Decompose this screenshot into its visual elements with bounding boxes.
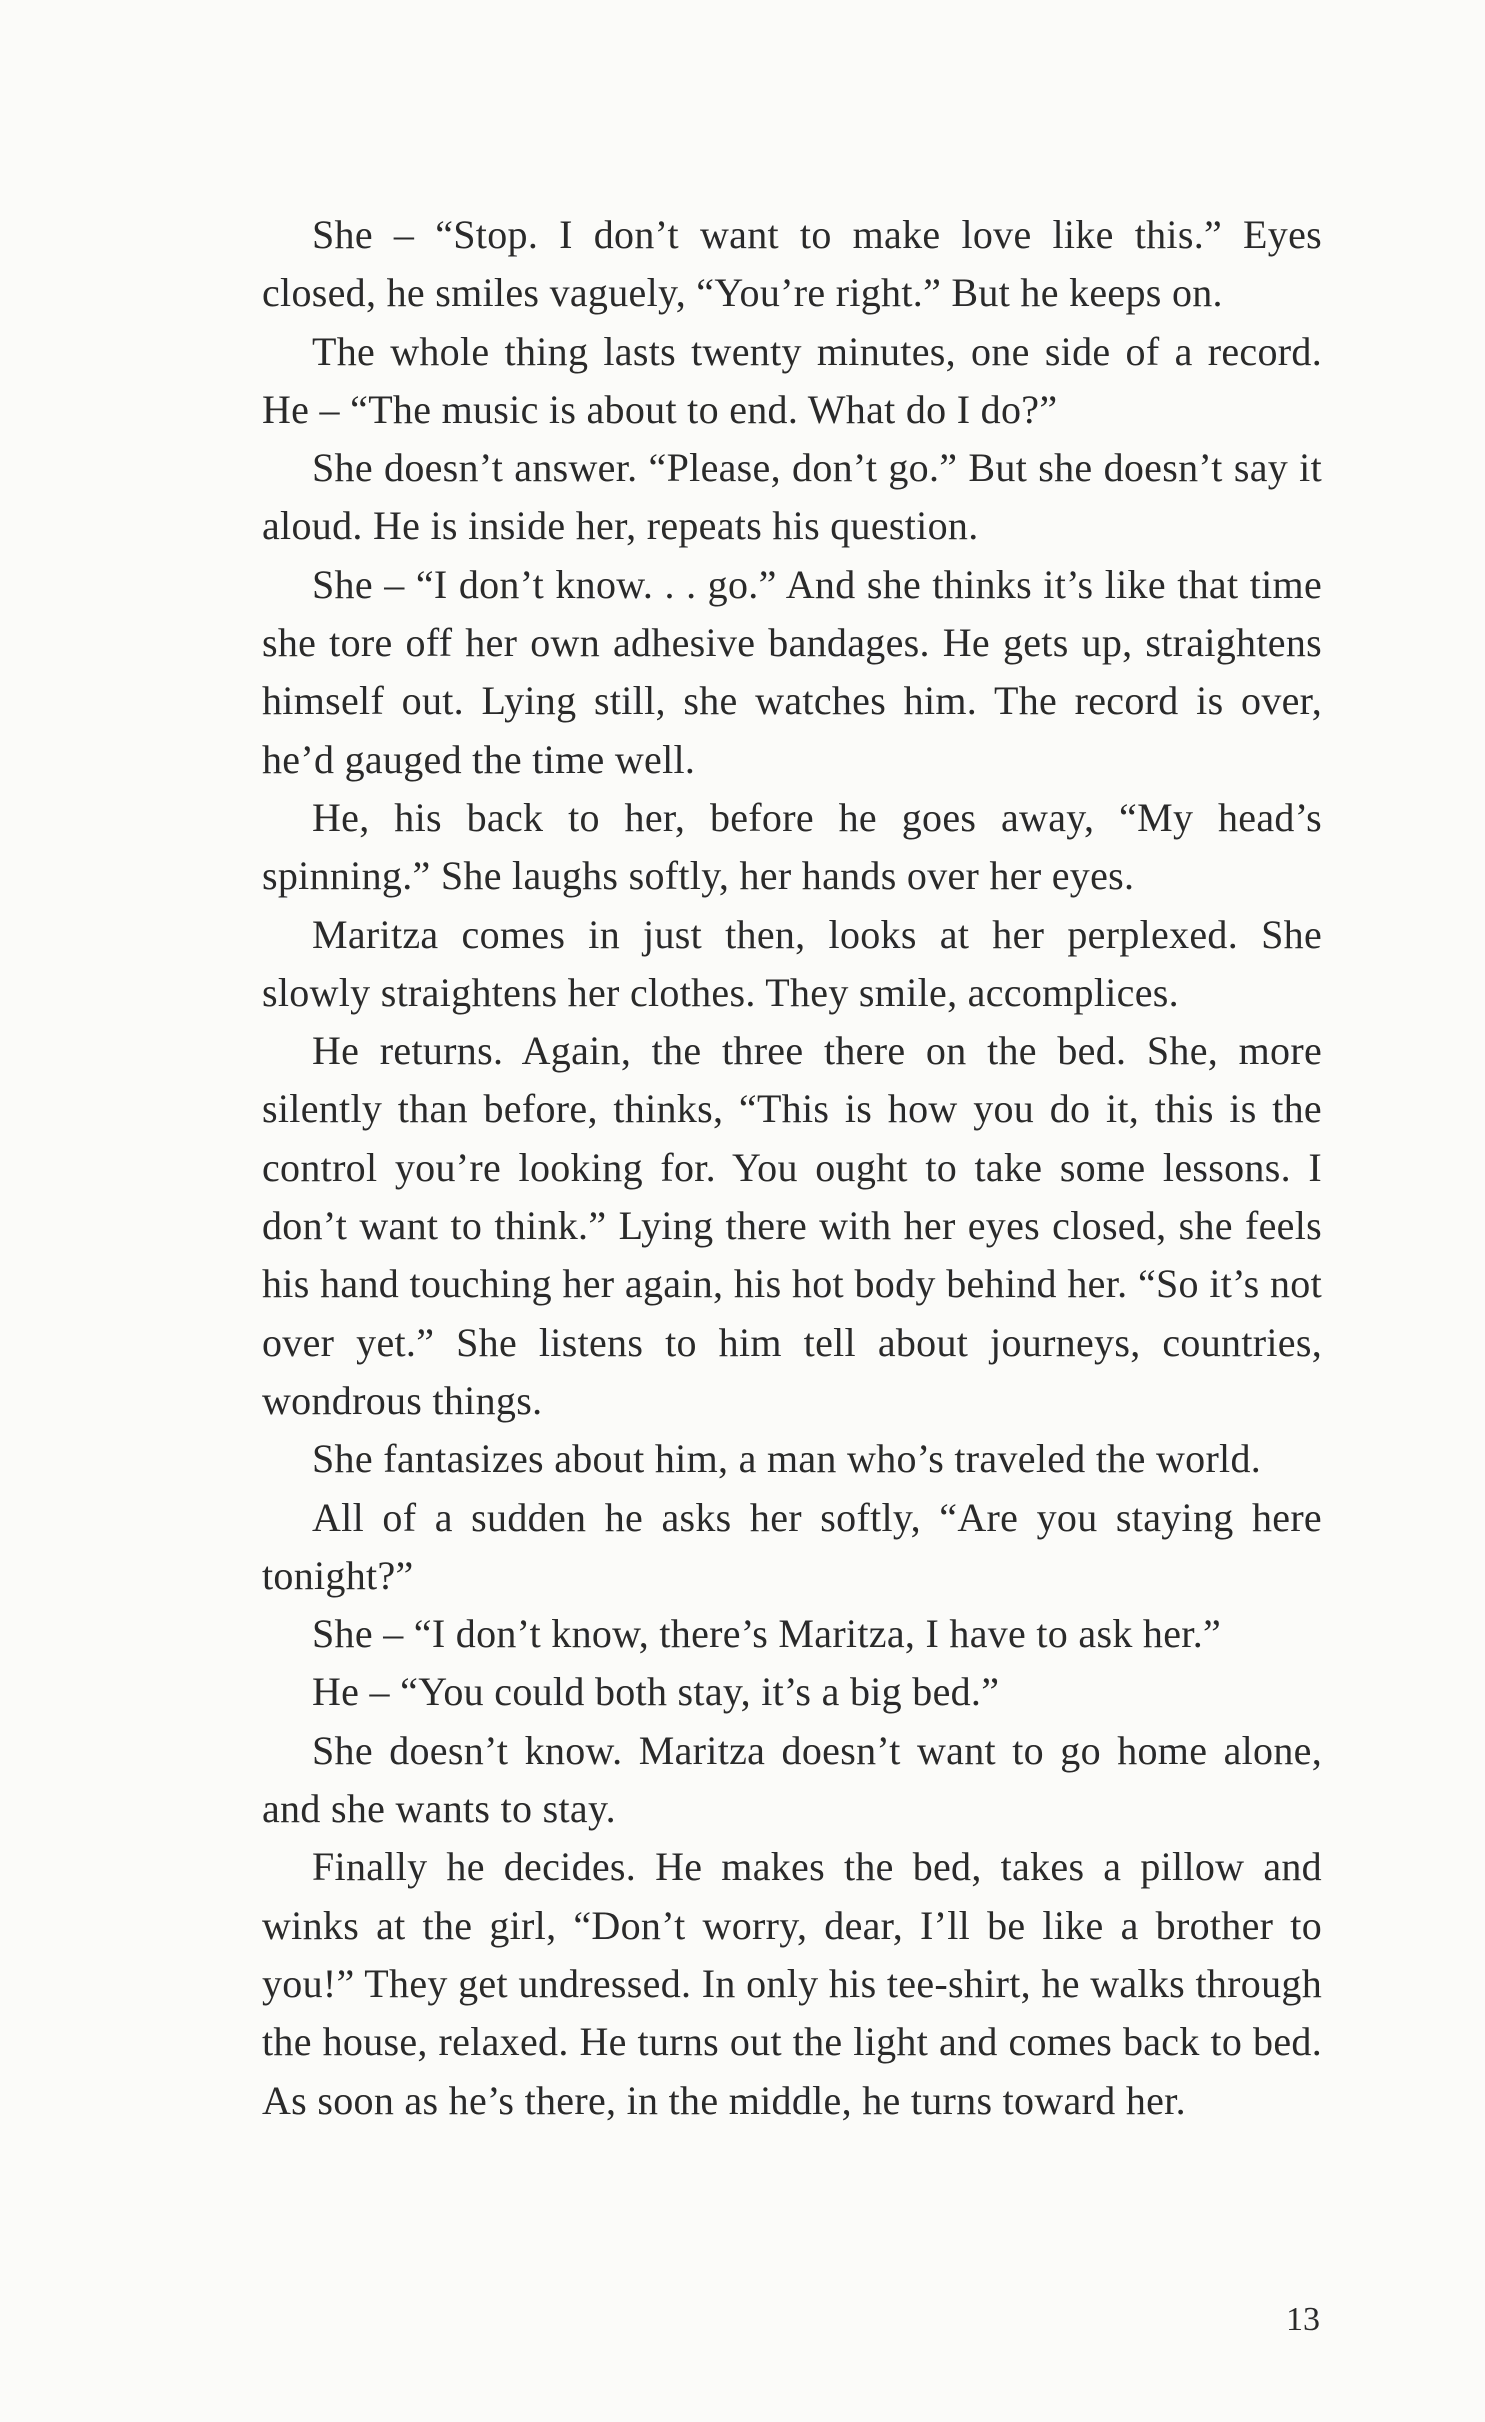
paragraph-10: She – “I don’t know, there’s Maritza, I have to ask her.” [312,1611,1222,1657]
body-text [262,206,1322,2130]
paragraph-1: She – “Stop. I don’t want to make love like this.” Eyes closed, he smiles vaguely, “You’re right.” But he keeps on. [262,212,1322,316]
paragraph-13: Finally he decides. He makes the bed, takes a pillow and winks at the girl, “Don’t worry, dear, I’ll be like a brother to you!” They get undressed. In only his tee-shirt, he walks through the house, relaxed. He turns out the light and comes back to bed. As soon as he’s there, in the middle, he turns toward her. [262,1844,1322,2123]
paragraph-12: She doesn’t know. Maritza doesn’t want to go home alone, and she wants to stay. [262,1727,1322,1832]
page-number: 13 [1286,2301,1320,2338]
paragraph-2: The whole thing lasts twenty minutes, one side of a record. He – “The music is about to end. What do I do?” [262,328,1322,432]
paragraph-8: She fantasizes about him, a man who’s traveled the world. [312,1436,1262,1482]
paragraph-6: Maritza comes in just then, looks at her perplexed. She slowly straightens her clothes. They smile, accomplices. [262,911,1322,1015]
paragraph-5: He, his back to her, before he goes away, “My head’s spinning.” She laughs softly, her hands over her eyes. [262,794,1322,899]
paragraph-9: All of a sudden he asks her softly, “Are you staying here tonight?” [262,1494,1322,1598]
paragraph-11: He – “You could both stay, it’s a big bed.” [312,1669,1000,1715]
paragraph-7: He returns. Again, the three there on the bed. She, more silently than before, thinks, “This is how you do it, this is the control you’re looking for. You ought to take some lessons. I don’t want to think.” Lying there with her eyes closed, she feels his hand touching her again, his hot body behind her. “So it’s not over yet.” She listens to him tell about journeys, countries, wondrous things. [262,1028,1322,1423]
paragraph-3: She doesn’t answer. “Please, don’t go.” But she doesn’t say it aloud. He is inside her, repeats his question. [262,445,1322,549]
paragraph-4: She – “I don’t know. . . go.” And she thinks it’s like that time she tore off her own adhesive bandages. He gets up, straightens himself out. Lying still, she watches him. The record is over, he’d gauged the time well. [262,561,1322,782]
